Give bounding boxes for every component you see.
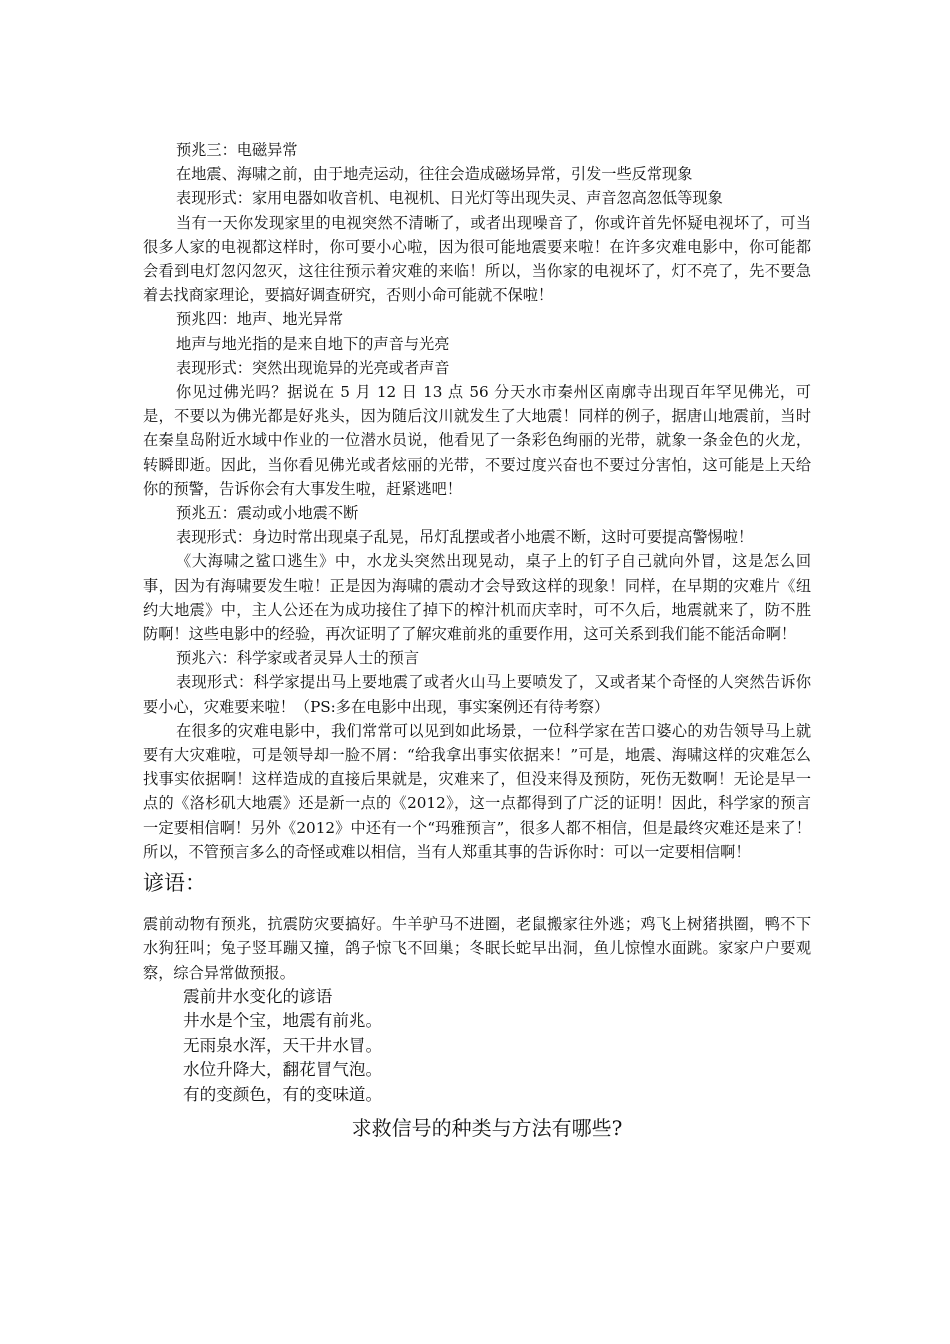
proverbs-heading: 谚语：: [143, 871, 206, 896]
section5-form: 表现形式：身边时常出现桌子乱晃，吊灯乱摆或者小地震不断，这时可要提高警惕啦！: [176, 528, 754, 547]
section3-body: 当有一天你发现家里的电视突然不清晰了，或者出现噪音了，你或许首先怀疑电视坏了，可当很多人家的电视都这样时，你可要小心啦，因为很可能地震要来啦！在许多灾难电影中，你可能都会看到电灯忽闪忽灭，这往往预示着灾难的来临！所以，当你家的电视坏了，灯不亮了，先不要急着去找商家理论，要搞好调查研究，否则小命可能就不保啦！: [143, 213, 811, 305]
document-page: [143, 138, 811, 1143]
section3-form: 表现形式：家用电器如收音机、电视机、日光灯等出现失灵、声音忽高忽低等现象: [176, 189, 723, 208]
well-proverbs-title: 震前井水变化的谚语: [183, 986, 333, 1006]
section6-form: 表现形式：科学家提出马上要地震了或者火山马上要喷发了，又或者某个奇怪的人突然告诉你要小心，灾难要来啦！（PS:多在电影中出现，事实案例还有待考察）: [143, 673, 811, 716]
section5-body: 《大海啸之鲨口逃生》中，水龙头突然出现晃动，桌子上的钉子自己就向外冒，这是怎么回事，因为有海啸要发生啦！正是因为海啸的震动才会导致这样的现象！同样，在早期的灾难片《纽约大地震》中，主人公还在为成功接住了掉下的榨汁机而庆幸时，可不久后，地震就来了，防不胜防啊！这些电影中的经验，再次证明了了解灾难前兆的重要作用，这可关系到我们能不能活命啊！: [143, 552, 811, 644]
proverbs-general: 震前动物有预兆，抗震防灾要搞好。牛羊驴马不进圈，老鼠搬家往外逃；鸡飞上树猪拱圈，鸭不下水狗狂叫；兔子竖耳蹦又撞，鸽子惊飞不回巢；冬眠长蛇早出洞，鱼儿惊惶水面跳。家家户户要观察，综合异常做预报。: [143, 915, 811, 982]
well-proverb-line: 无雨泉水浑，天干井水冒。: [183, 1035, 383, 1055]
well-proverb-line: 有的变颜色，有的变味道。: [183, 1084, 383, 1104]
well-proverb-line: 水位升降大，翻花冒气泡。: [183, 1060, 383, 1080]
section4-desc: 地声与地光指的是来自地下的声音与光亮: [176, 334, 450, 353]
section5-title: 预兆五：震动或小地震不断: [176, 504, 359, 523]
section4-form: 表现形式：突然出现诡异的光亮或者声音: [176, 358, 450, 377]
section6-body: 在很多的灾难电影中，我们常常可以见到如此场景，一位科学家在苦口婆心的劝告领导马上就要有大灾难啦，可是领导却一脸不屑：“给我拿出事实依据来！”可是，地震、海啸这样的灾难怎么找事实依据啊！这样造成的直接后果就是，灾难来了，但没来得及预防，死伤无数啊！无论是早一点的《洛杉矶大地震》还是新一点的《2012》，这一点都得到了广泛的证明！因此，科学家的预言一定要相信啊！另外《2012》中还有一个“玛雅预言”，很多人都不相信，但是最终灾难还是来了！所以，不管预言多么的奇怪或难以相信，当有人郑重其事的告诉你时：可以一定要相信啊！: [143, 721, 811, 861]
section3-title: 预兆三：电磁异常: [176, 141, 298, 159]
section6-title: 预兆六：科学家或者灵异人士的预言: [176, 649, 419, 668]
section4-body: 你见过佛光吗？据说在 5 月 12 日 13 点 56 分天水市秦州区南廓寺出现百年罕见佛光，可是，不要以为佛光都是好兆头，因为随后汶川就发生了大地震！同样的例子，据唐山地震前，当时在秦皇岛附近水域中作业的一位潜水员说，他看见了一条彩色绚丽的光带，就象一条金色的火龙，转瞬即逝。因此，当你看见佛光或者炫丽的光带，不要过度兴奋也不要过分害怕，这可能是上天给你的预警，告诉你会有大事发生啦，赶紧逃吧！: [143, 383, 811, 498]
section3-desc: 在地震、海啸之前，由于地壳运动，往往会造成磁场异常，引发一些反常现象: [176, 165, 693, 184]
well-proverbs: [183, 985, 811, 1108]
next-section-title: 求救信号的种类与方法有哪些?: [351, 1116, 623, 1141]
well-proverb-line: 井水是个宝，地震有前兆。: [183, 1011, 383, 1031]
section4-title: 预兆四：地声、地光异常: [176, 310, 344, 329]
